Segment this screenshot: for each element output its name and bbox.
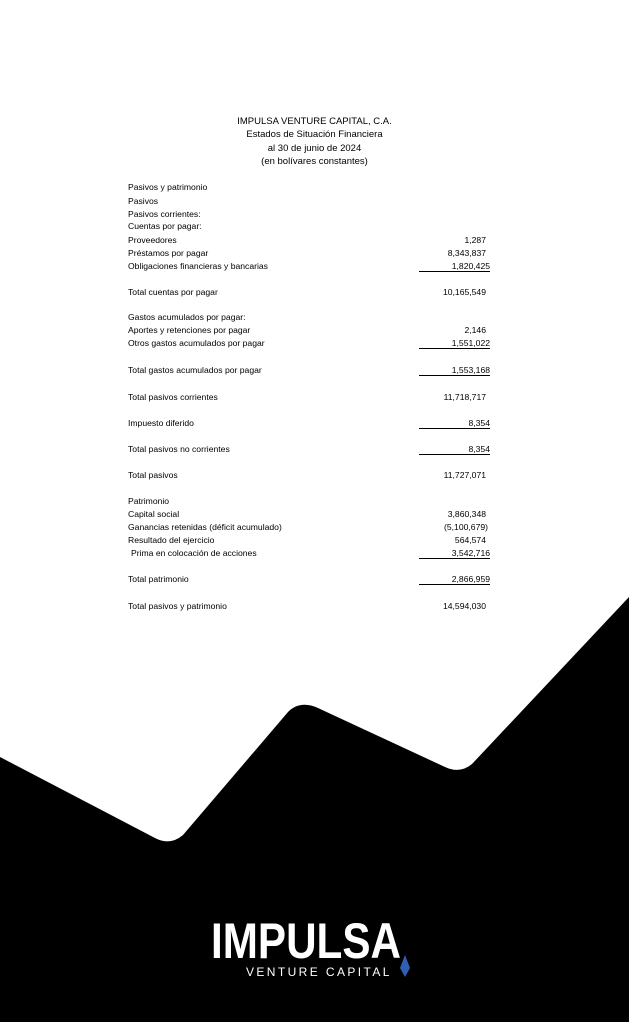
line-label: Cuentas por pagar:	[128, 221, 202, 231]
line-label: Total gastos acumulados por pagar	[128, 365, 262, 375]
line-label: Total cuentas por pagar	[128, 287, 218, 297]
line-value: 1,551,022	[419, 338, 490, 349]
total-value: 2,866,959	[419, 574, 490, 585]
total-value: 1,553,168	[419, 365, 490, 376]
impulsa-logo	[0, 908, 629, 988]
line-label: Total pasivos	[128, 470, 178, 480]
line-label: Prima en colocación de acciones	[131, 548, 257, 558]
statement-units: (en bolívares constantes)	[261, 156, 368, 168]
line-value: 564,574	[454, 535, 486, 545]
statement-title: Estados de Situación Financiera	[246, 129, 383, 141]
line-label: Total pasivos y patrimonio	[128, 601, 227, 611]
line-label: Obligaciones financieras y bancarias	[128, 261, 268, 271]
line-label: Ganancias retenidas (déficit acumulado)	[128, 522, 282, 532]
line-label: Préstamos por pagar	[128, 248, 209, 258]
line-label: Total pasivos no corrientes	[128, 444, 230, 454]
line-label: Gastos acumulados por pagar:	[128, 312, 246, 322]
line-value: 1,287	[464, 235, 486, 245]
line-label: Pasivos corrientes:	[128, 209, 201, 219]
logo-tagline: VENTURE CAPITAL	[246, 965, 392, 979]
logo-wordmark: IMPULSA	[211, 913, 401, 969]
line-label: Pasivos	[128, 196, 159, 206]
line-value: 1,820,425	[419, 261, 490, 272]
total-value: 8,354	[419, 444, 490, 455]
company-name: IMPULSA VENTURE CAPITAL, C.A.	[237, 116, 392, 127]
logo-diamond-icon	[400, 955, 410, 977]
total-value: 10,165,549	[442, 287, 486, 297]
line-label: Patrimonio	[128, 496, 170, 506]
total-value: 14,594,030	[442, 601, 486, 611]
line-label: Proveedores	[128, 235, 177, 245]
line-label: Aportes y retenciones por pagar	[128, 325, 251, 335]
statement-header	[0, 115, 629, 169]
line-label: Pasivos y patrimonio	[128, 182, 208, 192]
line-label: Total patrimonio	[128, 574, 189, 584]
line-value: 3,860,348	[447, 509, 486, 519]
line-label: Capital social	[128, 509, 180, 519]
line-label: Total pasivos corrientes	[128, 392, 218, 402]
statement-date: al 30 de junio de 2024	[267, 142, 362, 154]
line-value: 8,343,837	[447, 248, 486, 258]
line-value: (5,100,679)	[444, 522, 488, 532]
line-label: Impuesto diferido	[128, 418, 194, 428]
line-value: 8,354	[419, 418, 490, 429]
line-value: 2,146	[464, 325, 486, 335]
line-label: Otros gastos acumulados por pagar	[128, 338, 265, 348]
total-value: 11,727,071	[443, 470, 486, 480]
line-label: Resultado del ejercicio	[128, 535, 215, 545]
total-value: 11,718,717	[443, 392, 486, 402]
line-value: 3,542,716	[419, 548, 490, 559]
